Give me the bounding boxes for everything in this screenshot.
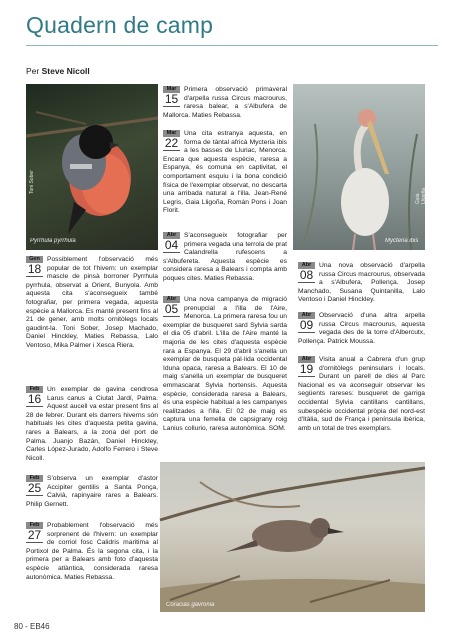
- entry-abr-08: [298, 262, 425, 305]
- byline: [26, 66, 90, 76]
- stork-illustration: [293, 84, 425, 250]
- entry-text: Una cita estranya aquesta, en forma de tàntal africà Mycteria ibis a les basses de Lluriac, Menorca. Encara que aquesta espècie, raresa a Espanya, és comuna en captivitat, el comportament esquiu i la bona condició física de l'exemplar observat, no descarta una arribada natural a l'illa. Jean-René Legris, Gaia Lligoña, Román Pons i Joan Florit.: [163, 130, 287, 215]
- author-name: Steve Nicoll: [41, 66, 90, 76]
- bullfinch-photo: [26, 84, 158, 250]
- bird-photo: [160, 462, 425, 612]
- entry-mar-22: [163, 130, 287, 216]
- entry-feb-25: [26, 475, 158, 509]
- entry-abr-05: [163, 296, 287, 434]
- entry-gen-18: [26, 256, 158, 351]
- entry-text: Una nova observació d'arpella russa Circus macrourus, observada a s'Albufera, Pollença. Josep Manchado, Susana Quintanilla, Lalo Ventoso i Daniel Hinckley.: [298, 262, 425, 304]
- entry-abr-19: [298, 356, 425, 433]
- date-badge: Mar 22: [164, 130, 179, 150]
- entry-text: Primera observació primaveral d'arpella russa Circus macrourus, raresa balear, a s'Albufera de Mallorca. Maties Rebassa.: [163, 86, 287, 119]
- entry-text: S'aconsegueix fotografiar per primera vegada una terrola de prat Calandrella rufescens a s'Albufereta. Aquesta espècie es considera raresa a Balears i compta amb poques cites. Maties Rebassa.: [163, 232, 287, 282]
- entry-text: Observació d'una altra arpella russa Circus macrourus, aquesta vegada des de la torre d'Albercutx, Pollença. Patrick Moussa.: [298, 312, 425, 345]
- stork-caption: Mycteria ibis: [385, 238, 419, 244]
- date-badge: Feb 16: [27, 386, 42, 406]
- bird-illustration: [160, 462, 425, 612]
- entry-feb-16: [26, 386, 158, 463]
- date-badge: Abr 19: [299, 356, 314, 376]
- bird-caption: Coracias gavronia: [166, 602, 215, 608]
- entry-text: S'observa un exemplar d'astor Accipiter gentilis a Santa Ponça, Calvià, rapinyaire rares a Balears. Philip Gernett.: [26, 475, 158, 508]
- date-badge: Abr 05: [164, 296, 179, 316]
- bullfinch-credit: Toni Sober: [29, 170, 35, 194]
- stork-photo: [293, 84, 425, 250]
- title-rule: [26, 45, 438, 46]
- date-badge: Abr 09: [299, 312, 314, 332]
- date-badge: Gen 18: [27, 256, 42, 276]
- page-title: Quadern de camp: [26, 12, 214, 38]
- bullfinch-caption: Pyrrhula pyrrhula: [30, 238, 76, 244]
- date-badge: Abr 08: [299, 262, 314, 282]
- page-number: 80 - EB46: [14, 622, 50, 631]
- entry-mar-15: [163, 86, 287, 120]
- date-badge: Feb 25: [27, 475, 42, 495]
- bullfinch-illustration: [26, 84, 158, 250]
- entry-feb-27: [26, 522, 158, 582]
- entry-text: Probablement l'observació més sorprenent de l'hivern: un exemplar de corriol fosc Calidris maritima al Portixol de Palma. És la segona cita, i la primera per a Balears amb foto d'aquesta espècie atlàntica, considerada raresa autonòmica. Maties Rebassa.: [26, 522, 158, 581]
- byline-prefix: Per: [26, 66, 42, 76]
- entry-abr-09: [298, 312, 425, 346]
- date-badge: Abr 04: [164, 232, 179, 252]
- stork-credit: Gaia Lligoña: [415, 187, 427, 204]
- entry-text: Visita anual a Cabrera d'un grup d'ornitòlegs peninsulars i locals. Durant un parell de dies al Parc Nacional es va aconseguir observar les següents rareses: busqueret de garriga occidental Sylvia cantillans cantillans, subespècie occidental pròpia del nord-est d'Itàlia, sud de França i península ibèrica, amb un total de tres exemplars.: [298, 356, 425, 432]
- entry-text: Una nova campanya de migració prenupcial a l'illa de l'Aire, Menorca. La primera raresa fou un exemplar de busqueret sard Sylvia sarda el dia 05 d'abril. L'illa de l'Aire manté la majoria de les cites d'aquesta espècie rara a Espanya. El 29 d'abril s'anella un exemplar de busqueta pàl·lida occidental Iduna opaca, raresa a Balears. El 10 de maig s'anella un exemplar de busqueret emmascarat Sylvia hortensis. Aquesta espècie, considerada raresa a Balears, és una espècie habitual a les campanyes realitzades a l'illa. El 02 de maig es captura una femella de capsigrany roig Lanius collurio, raresa autonòmica. SOM.: [163, 296, 287, 432]
- entry-abr-04: [163, 232, 287, 284]
- entry-text: Un exemplar de gavina cendrosa Larus canus a Ciutat Jardí, Palma. Aquest aucell va estar present fins al 28 de febrer. Durant els darrers hiverns són habituals les cites d'aquesta petita gavina, rares a Balears, a la zona del port de Palma. Juanjo Bazán, Daniel Hinckley, Carles López-Jurado, Adolfo Ferrero i Steve Nicoll.: [26, 386, 158, 462]
- entry-text: Possiblement l'observació més popular de tot l'hivern: un exemplar mascle de pinsà borroner Pyrrhula pyrrhula, observat a Orient, Bunyola. Amb aquesta cita s'aconsegueix també fotografiar, per primera vegada, aquesta espècie a Mallorca. Es manté present fins al 21 de gener, amb molts ornitòlegs locals gaudint-la. Toni Sober, Josep Machado, Daniel Hinckley, Maties Rebassa, Lalo Ventoso, Mika Palmer i Xesca Riera.: [26, 256, 158, 349]
- date-badge: Feb 27: [27, 522, 42, 542]
- date-badge: Mar 15: [164, 86, 179, 106]
